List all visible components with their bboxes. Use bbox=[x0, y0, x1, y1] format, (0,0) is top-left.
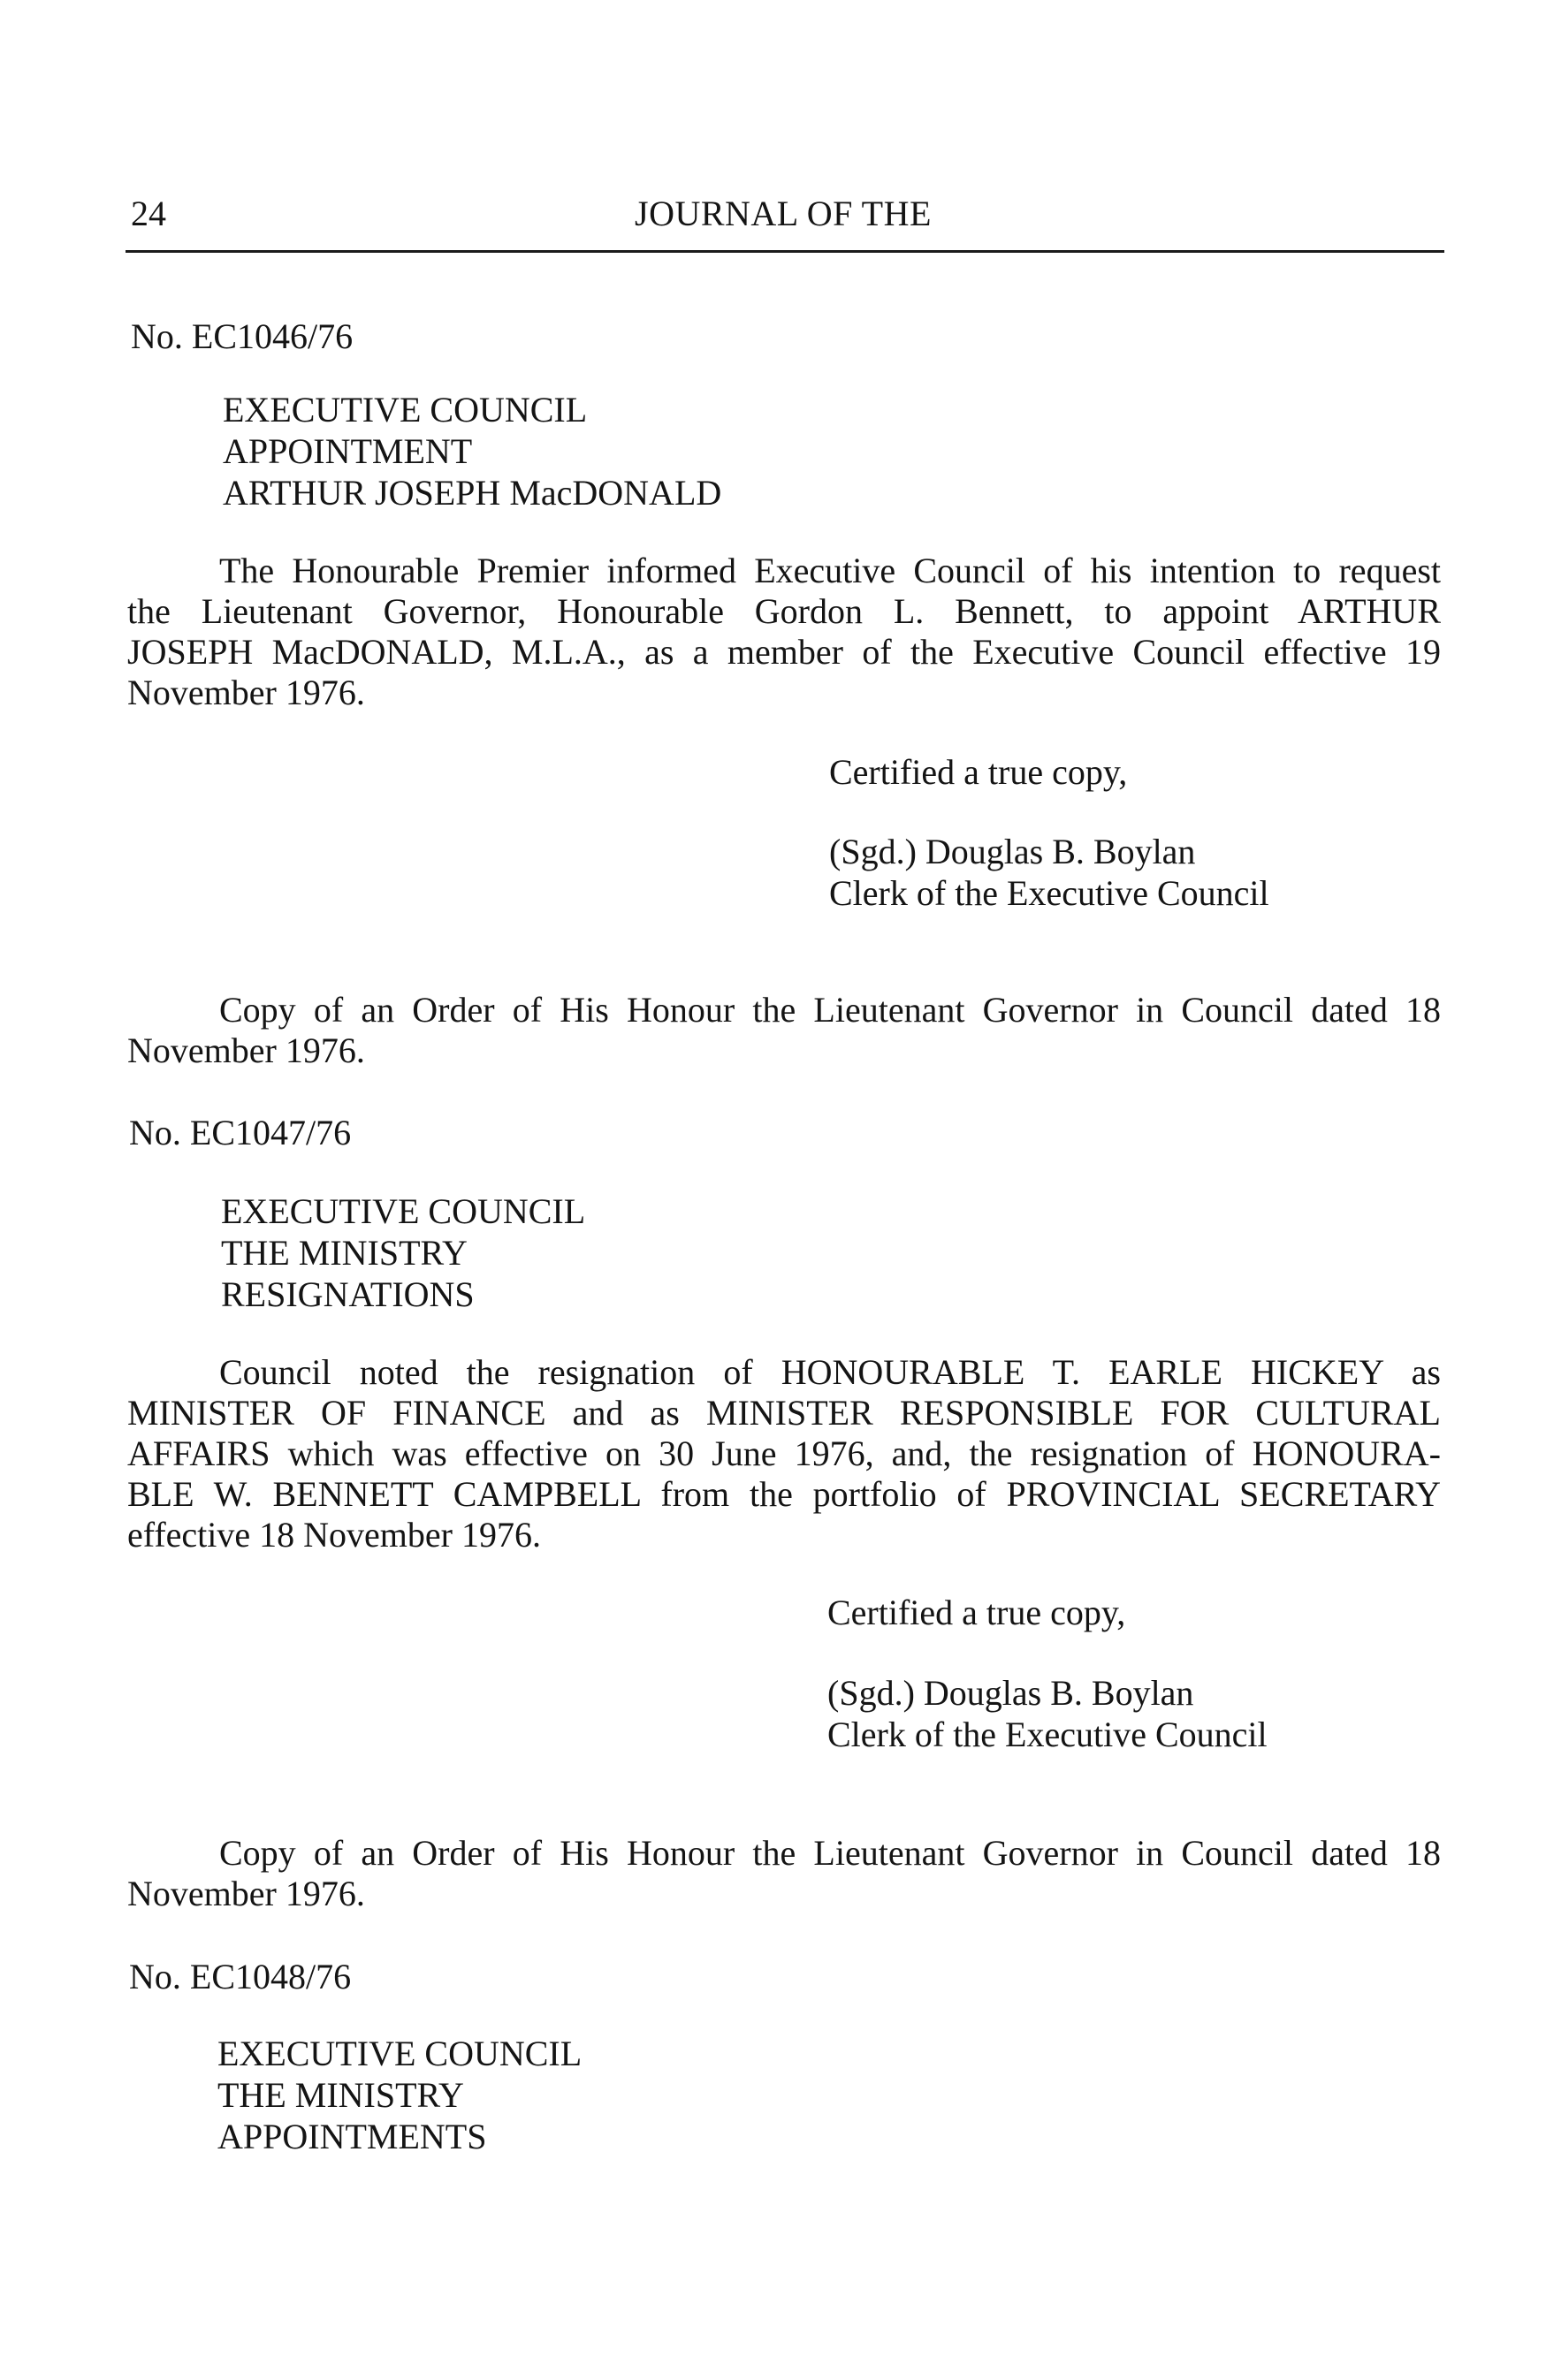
order-heading-line: ARTHUR JOSEPH MacDONALD bbox=[223, 473, 722, 513]
order-body-line: MINISTER OF FINANCE and as MINISTER RESPONSIBLE FOR CULTURAL bbox=[127, 1393, 1441, 1433]
signatory-title: Clerk of the Executive Council bbox=[829, 873, 1269, 913]
certification-block bbox=[829, 751, 1127, 793]
order-body bbox=[127, 551, 1441, 713]
order-preamble-line: Copy of an Order of His Honour the Lieutenant Governor in Council dated 18 bbox=[219, 990, 1441, 1030]
certified-text: Certified a true copy, bbox=[827, 1593, 1126, 1632]
page-number: 24 bbox=[131, 194, 166, 233]
order-body-line: Council noted the resignation of HONOURABLE T. EARLE HICKEY as bbox=[219, 1352, 1441, 1392]
order-preamble-line: November 1976. bbox=[127, 1874, 365, 1913]
signature-text: (Sgd.) Douglas B. Boylan bbox=[829, 832, 1196, 871]
order-heading-line: EXECUTIVE COUNCIL bbox=[223, 390, 588, 430]
order-heading-line: APPOINTMENTS bbox=[217, 2117, 487, 2156]
order-body bbox=[127, 1352, 1441, 1555]
order-heading bbox=[221, 1190, 585, 1315]
order-number: No. EC1046/76 bbox=[131, 316, 354, 356]
header-rule bbox=[126, 250, 1444, 253]
signatory-title: Clerk of the Executive Council bbox=[827, 1715, 1268, 1754]
order-heading bbox=[217, 2033, 582, 2157]
signature-block bbox=[829, 831, 1269, 914]
running-head: JOURNAL OF THE bbox=[635, 194, 932, 233]
order-body-line: AFFAIRS which was effective on 30 June 1976, and, the resignation of HONOURA- bbox=[127, 1433, 1441, 1473]
order-preamble-line: November 1976. bbox=[127, 1030, 365, 1070]
order-number: No. EC1047/76 bbox=[129, 1113, 352, 1152]
signature-text: (Sgd.) Douglas B. Boylan bbox=[827, 1673, 1194, 1713]
order-body-line: JOSEPH MacDONALD, M.L.A., as a member of the Executive Council effective 19 bbox=[127, 632, 1441, 672]
order-preamble bbox=[127, 1833, 1441, 1914]
order-heading-line: EXECUTIVE COUNCIL bbox=[221, 1191, 586, 1231]
order-body-line: the Lieutenant Governor, Honourable Gordon L. Bennett, to appoint ARTHUR bbox=[127, 591, 1441, 631]
order-body-line: November 1976. bbox=[127, 673, 365, 712]
order-body-line: The Honourable Premier informed Executive Council of his intention to request bbox=[219, 551, 1441, 590]
order-heading-line: THE MINISTRY bbox=[217, 2075, 464, 2115]
order-preamble-line: Copy of an Order of His Honour the Lieutenant Governor in Council dated 18 bbox=[219, 1833, 1441, 1873]
order-heading-line: EXECUTIVE COUNCIL bbox=[217, 2034, 583, 2073]
signature-block bbox=[827, 1672, 1268, 1755]
certification-block bbox=[827, 1592, 1125, 1633]
order-body-line: BLE W. BENNETT CAMPBELL from the portfolio of PROVINCIAL SECRETARY bbox=[127, 1474, 1441, 1514]
order-heading-line: APPOINTMENT bbox=[223, 431, 473, 471]
order-heading-line: RESIGNATIONS bbox=[221, 1274, 475, 1314]
order-body-line: effective 18 November 1976. bbox=[127, 1515, 541, 1555]
order-number: No. EC1048/76 bbox=[129, 1957, 352, 1996]
order-heading-line: THE MINISTRY bbox=[221, 1233, 468, 1273]
order-preamble bbox=[127, 990, 1441, 1071]
certified-text: Certified a true copy, bbox=[829, 752, 1128, 792]
order-heading bbox=[223, 389, 721, 513]
